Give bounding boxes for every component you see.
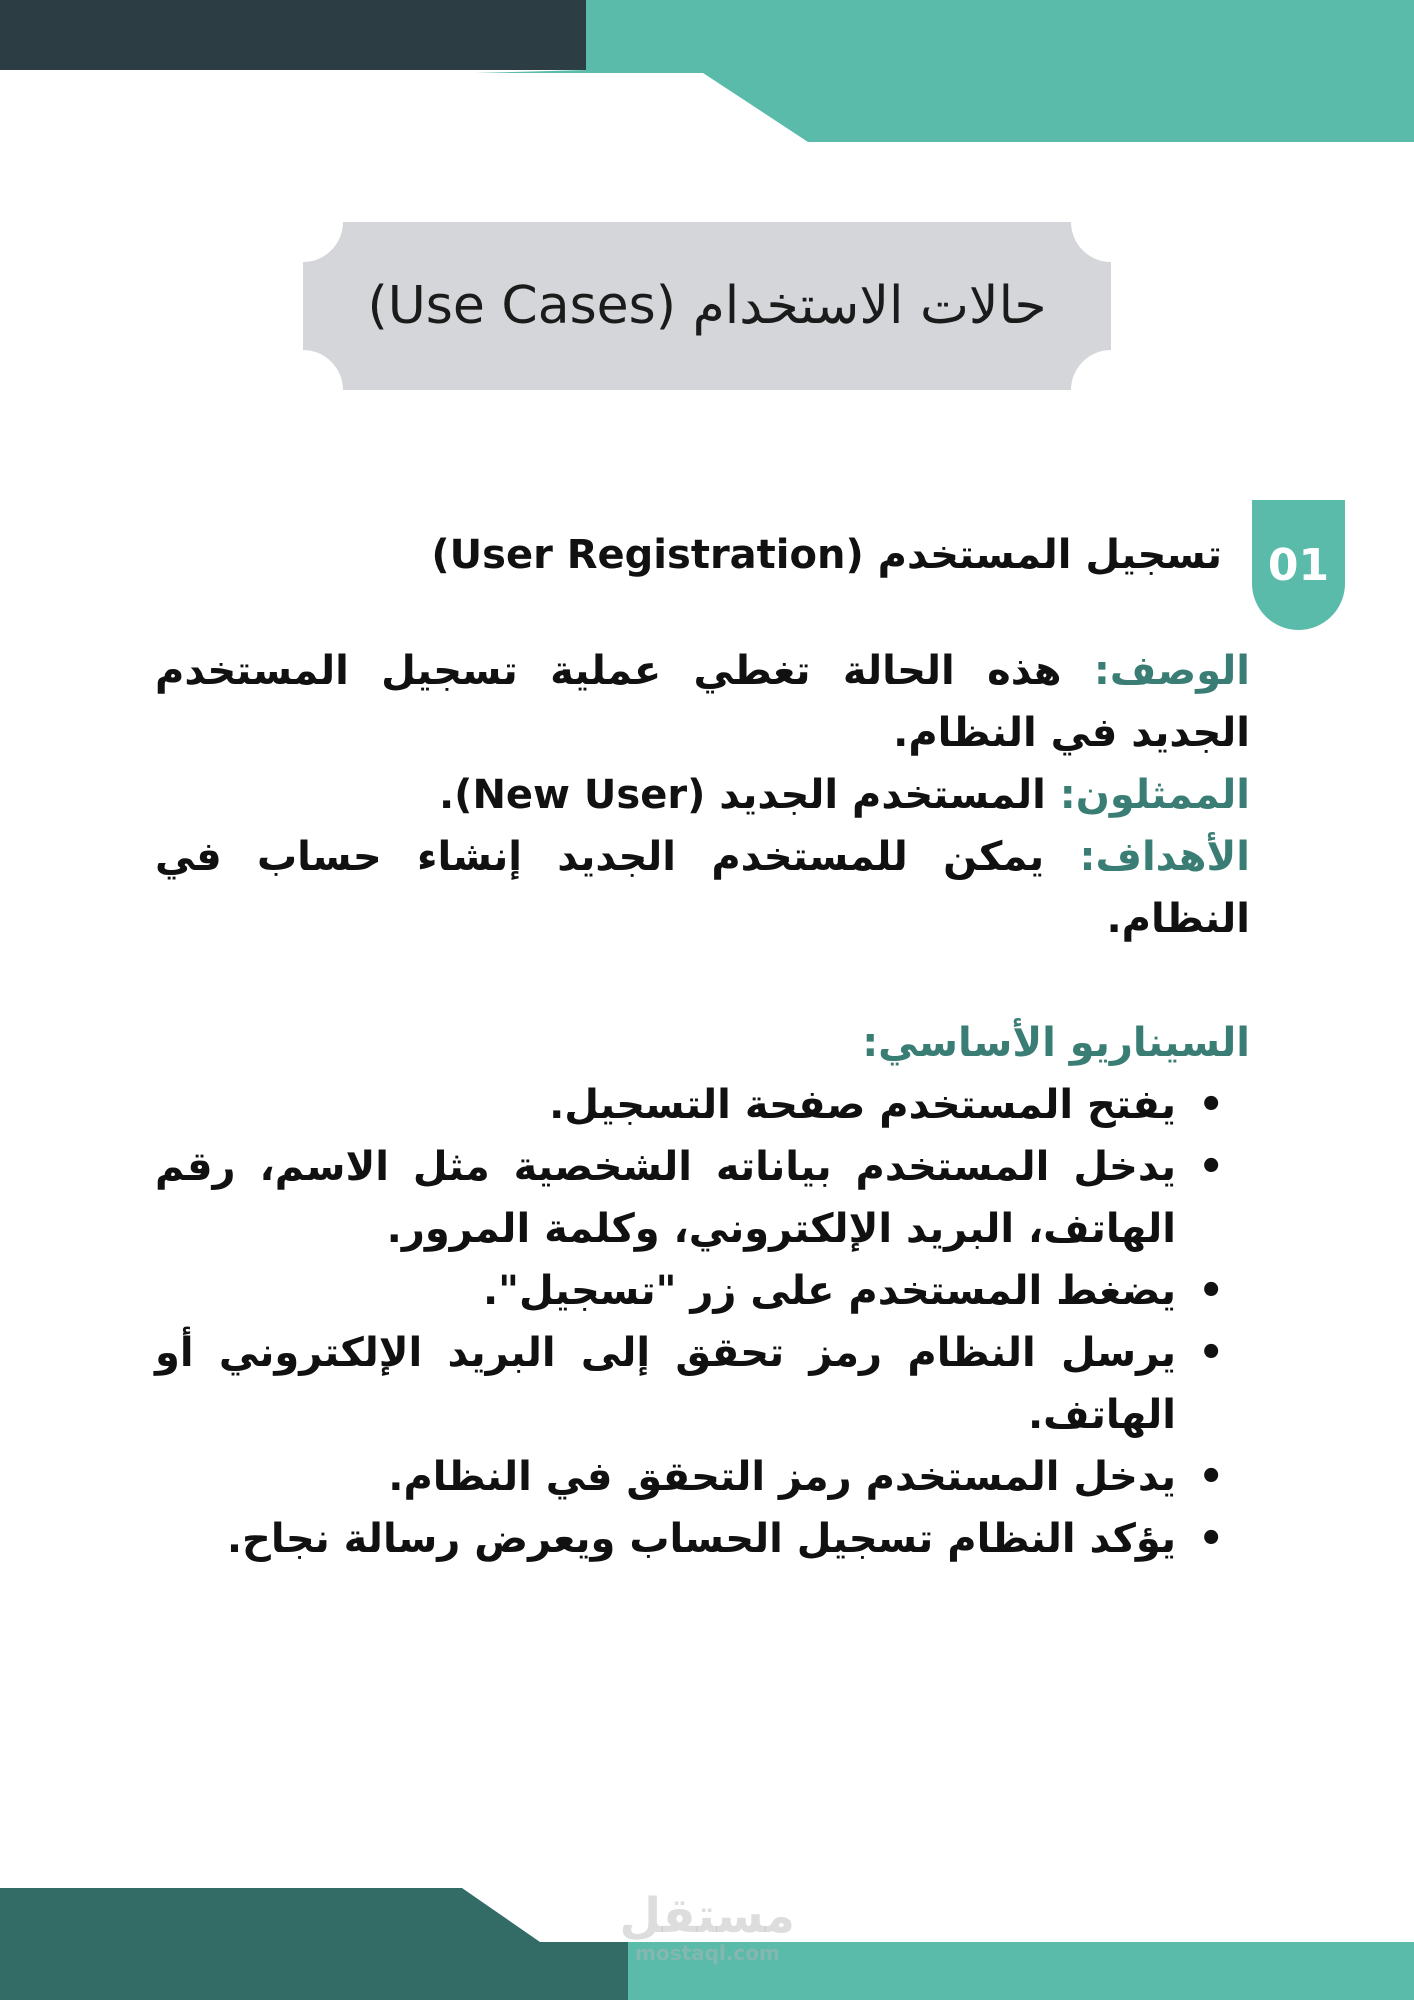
actors-paragraph: [155, 764, 1250, 826]
goals-paragraph: [155, 826, 1250, 950]
watermark: [620, 1890, 795, 1964]
title-plaque: [303, 222, 1111, 390]
page-title: حالات الاستخدام (Use Cases): [367, 276, 1047, 336]
description-paragraph: [155, 640, 1250, 764]
section-heading: تسجيل المستخدم (User Registration): [431, 532, 1222, 578]
actors-text: المستخدم الجديد (New User).: [438, 772, 1046, 818]
description-text: هذه الحالة تغطي عملية تسجيل المستخدم الجديد في النظام.: [155, 648, 1250, 756]
actors-label: الممثلون:: [1059, 772, 1250, 818]
scenario-steps-list: [155, 1074, 1250, 1570]
use-case-content: [155, 640, 1250, 1570]
goals-label: الأهداف:: [1079, 834, 1250, 880]
scenario-step: • يرسل النظام رمز تحقق إلى البريد الإلكتروني أو الهاتف.: [155, 1322, 1176, 1446]
goals-text: يمكن للمستخدم الجديد إنشاء حساب في النظام.: [155, 834, 1250, 942]
description-label: الوصف:: [1093, 648, 1250, 694]
scenario-step: • يدخل المستخدم بياناته الشخصية مثل الاسم، رقم الهاتف، البريد الإلكتروني، وكلمة المرور.: [155, 1136, 1176, 1260]
watermark-brand: مستقل: [619, 1888, 795, 1944]
scenario-step: • يدخل المستخدم رمز التحقق في النظام.: [155, 1446, 1176, 1508]
top-decorative-band: [0, 0, 1414, 142]
section-number-badge: 01: [1252, 500, 1345, 630]
watermark-domain: mostaql.com: [635, 1941, 780, 1965]
scenario-title: السيناريو الأساسي:: [862, 1020, 1250, 1066]
scenario-step: • يضغط المستخدم على زر "تسجيل".: [155, 1260, 1176, 1322]
scenario-step: • يؤكد النظام تسجيل الحساب ويعرض رسالة نجاح.: [155, 1508, 1176, 1570]
scenario-step: • يفتح المستخدم صفحة التسجيل.: [155, 1074, 1176, 1136]
